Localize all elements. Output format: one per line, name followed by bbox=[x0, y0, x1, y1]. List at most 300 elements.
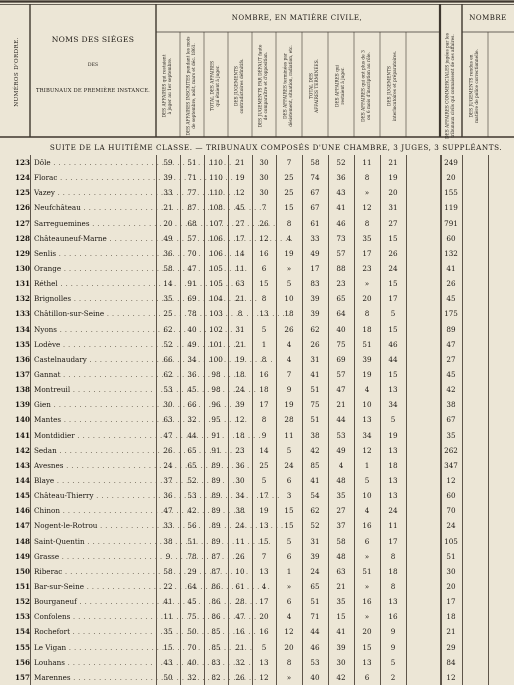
noms-des: DES bbox=[87, 63, 99, 68]
cell-value: 89 bbox=[211, 491, 221, 501]
cell-value: 49 bbox=[310, 248, 320, 258]
column-rule bbox=[462, 155, 463, 685]
cell-value: 69 bbox=[187, 294, 197, 304]
cell-value: 51 bbox=[362, 566, 372, 576]
cell-value: 15 bbox=[259, 279, 269, 289]
cell-value: 19 bbox=[284, 400, 294, 410]
cell-value: 8 bbox=[390, 551, 396, 561]
cell-value: 14 bbox=[259, 445, 269, 455]
cell-value: 21 bbox=[235, 642, 245, 652]
cell-value: 89 bbox=[211, 475, 221, 485]
cell-value: 100 bbox=[209, 354, 223, 364]
cell-value: 39 bbox=[163, 173, 173, 183]
cell-value: 11 bbox=[163, 612, 173, 622]
cell-value: 105 bbox=[209, 279, 223, 289]
siege-name: Réthel . . . bbox=[34, 276, 156, 291]
siege-name: Bar-sur-Seine . . . bbox=[34, 579, 156, 594]
cell-value: 347 bbox=[444, 460, 458, 470]
cell-value: 43 bbox=[336, 188, 346, 198]
cell-value: 12 bbox=[259, 672, 269, 682]
cell-value: 35 bbox=[362, 233, 372, 243]
cell-value: 8 bbox=[237, 309, 243, 319]
cell-value: 22 bbox=[163, 581, 173, 591]
cell-value: 39 bbox=[336, 642, 346, 652]
cell-value: 46 bbox=[336, 218, 346, 228]
cell-value: 17 bbox=[310, 263, 320, 273]
cell-value: 58 bbox=[163, 566, 173, 576]
cell-value: 68 bbox=[187, 218, 197, 228]
column-header-line: DES AFFAIRES qui bbox=[335, 65, 341, 107]
cell-value: 13 bbox=[259, 657, 269, 667]
cell-value: 32 bbox=[235, 657, 245, 667]
cell-value: 13 bbox=[388, 475, 398, 485]
cell-value: 52 bbox=[163, 339, 173, 349]
cell-value: 18 bbox=[388, 566, 398, 576]
siege-name: Châteauneuf-Marne . . . bbox=[34, 231, 156, 246]
cell-value: 61 bbox=[235, 581, 245, 591]
cell-value: » bbox=[286, 581, 292, 591]
cell-value: 24 bbox=[163, 460, 173, 470]
table-row bbox=[0, 473, 514, 488]
cell-value: 57 bbox=[336, 369, 346, 379]
cell-value: 13 bbox=[259, 309, 269, 319]
cell-value: 5 bbox=[286, 279, 292, 289]
cell-value: 64 bbox=[336, 309, 346, 319]
cell-value: 8 bbox=[261, 415, 267, 425]
cell-value: 89 bbox=[211, 506, 221, 516]
cell-value: 41 bbox=[310, 475, 320, 485]
cell-value: 21 bbox=[163, 203, 173, 213]
table-row bbox=[0, 488, 514, 503]
siege-name: Castelnaudary . . . bbox=[34, 352, 156, 367]
table-row bbox=[0, 155, 514, 170]
cell-value: 105 bbox=[444, 536, 458, 546]
cell-value: 62 bbox=[310, 506, 320, 516]
cell-value: 119 bbox=[444, 203, 458, 213]
table-row bbox=[0, 261, 514, 276]
cell-value: 12 bbox=[235, 415, 245, 425]
siege-name: Bourganeuf . . . bbox=[34, 594, 156, 609]
cell-value: 17 bbox=[446, 597, 456, 607]
cell-value: 26 bbox=[284, 324, 294, 334]
cell-value: 42 bbox=[187, 506, 197, 516]
row-number: 146 bbox=[14, 506, 30, 516]
cell-value: 1 bbox=[364, 460, 370, 470]
cell-value: 20 bbox=[362, 627, 372, 637]
row-number: 129 bbox=[14, 248, 30, 258]
cell-value: 54 bbox=[310, 491, 320, 501]
cell-value: 67 bbox=[310, 203, 320, 213]
cell-value: 40 bbox=[187, 324, 197, 334]
cell-value: 20 bbox=[259, 612, 269, 622]
column-rule bbox=[406, 155, 407, 685]
cell-value: 87 bbox=[211, 551, 221, 561]
cell-value: 31 bbox=[388, 203, 398, 213]
table-row bbox=[0, 564, 514, 579]
cell-value: 36 bbox=[163, 248, 173, 258]
cell-value: 36 bbox=[163, 491, 173, 501]
cell-value: 28 bbox=[284, 415, 294, 425]
cell-value: 36 bbox=[187, 369, 197, 379]
cell-value: 5 bbox=[364, 475, 370, 485]
cell-value: 16 bbox=[259, 369, 269, 379]
row-number: 127 bbox=[14, 218, 30, 228]
cell-value: 52 bbox=[336, 158, 346, 167]
cell-value: 6 bbox=[261, 263, 267, 273]
cell-value: 27 bbox=[235, 218, 245, 228]
cell-value: 73 bbox=[336, 233, 346, 243]
cell-value: 110 bbox=[209, 188, 223, 198]
row-number: 151 bbox=[14, 581, 30, 591]
siege-name: Confolens . . . bbox=[34, 609, 156, 624]
cell-value: 86 bbox=[211, 612, 221, 622]
cell-value: 37 bbox=[163, 475, 173, 485]
table-row bbox=[0, 397, 514, 412]
cell-value: 56 bbox=[187, 521, 197, 531]
cell-value: 18 bbox=[235, 369, 245, 379]
table-row bbox=[0, 246, 514, 261]
cell-value: 15 bbox=[284, 521, 294, 531]
row-number: 143 bbox=[14, 460, 30, 470]
siege-name: Saint-Quentin . . . bbox=[34, 534, 156, 549]
cell-value: 51 bbox=[310, 415, 320, 425]
row-number: 133 bbox=[14, 309, 30, 319]
row-number: 125 bbox=[14, 188, 30, 198]
siege-name: Dôle . . . bbox=[34, 155, 156, 170]
cell-value: 17 bbox=[259, 491, 269, 501]
cell-value: 51 bbox=[310, 385, 320, 395]
cell-value: 91 bbox=[211, 445, 221, 455]
row-number: 147 bbox=[14, 521, 30, 531]
cell-value: 63 bbox=[235, 279, 245, 289]
cell-value: 40 bbox=[336, 324, 346, 334]
cell-value: 8 bbox=[364, 173, 370, 183]
cell-value: 75 bbox=[336, 339, 346, 349]
cell-value: 51 bbox=[187, 158, 197, 167]
column-header-line: ou 6 mois d'inscription au rôle. bbox=[367, 52, 373, 120]
cell-value: 48 bbox=[336, 551, 346, 561]
cell-value: 249 bbox=[444, 158, 458, 167]
cell-value: 9 bbox=[390, 627, 396, 637]
cell-value: 32 bbox=[187, 415, 197, 425]
cell-value: 12 bbox=[362, 445, 372, 455]
cell-value: 42 bbox=[336, 672, 346, 682]
cell-value: 262 bbox=[444, 445, 458, 455]
siege-name: Sedan . . . bbox=[34, 443, 156, 458]
cell-value: 11 bbox=[362, 158, 372, 167]
siege-name: Brignolles . . . bbox=[34, 291, 156, 306]
column-rule bbox=[354, 155, 355, 685]
cell-value: 20 bbox=[388, 188, 398, 198]
cell-value: 15 bbox=[284, 203, 294, 213]
cell-value: 89 bbox=[211, 521, 221, 531]
cell-value: 33 bbox=[163, 521, 173, 531]
cell-value: 21 bbox=[336, 400, 346, 410]
table-row bbox=[0, 276, 514, 291]
cell-value: 62 bbox=[163, 324, 173, 334]
cell-value: 78 bbox=[187, 309, 197, 319]
cell-value: 13 bbox=[388, 385, 398, 395]
siege-name: Orange . . . bbox=[34, 261, 156, 276]
cell-value: 36 bbox=[235, 460, 245, 470]
cell-value: 19 bbox=[259, 506, 269, 516]
cell-value: 11 bbox=[235, 536, 245, 546]
table-row bbox=[0, 458, 514, 473]
cell-value: 57 bbox=[336, 248, 346, 258]
cell-value: 6 bbox=[286, 597, 292, 607]
column-header-line: tribunaux civils qui connaissent de ces affaires. bbox=[451, 34, 457, 138]
cell-value: 25 bbox=[284, 188, 294, 198]
cell-value: 78 bbox=[187, 551, 197, 561]
column-header-line: à juger au 1er septembre. bbox=[168, 57, 174, 115]
cell-value: 12 bbox=[235, 188, 245, 198]
row-number: 136 bbox=[14, 354, 30, 364]
cell-value: » bbox=[364, 551, 370, 561]
row-number: 148 bbox=[14, 536, 30, 546]
group-header-civile: NOMBRE, EN MATIÈRE CIVILE, bbox=[231, 14, 363, 22]
cell-value: 41 bbox=[336, 203, 346, 213]
cell-value: 21 bbox=[235, 158, 245, 167]
column-header-line: DES JUGEMENTS bbox=[234, 66, 240, 106]
cell-value: 23 bbox=[336, 279, 346, 289]
cell-value: 26 bbox=[235, 672, 245, 682]
row-number: 123 bbox=[14, 158, 30, 167]
cell-value: 35 bbox=[163, 627, 173, 637]
cell-value: 87 bbox=[211, 566, 221, 576]
table-row bbox=[0, 534, 514, 549]
column-rule bbox=[276, 155, 277, 685]
siege-name: Nyons . . . bbox=[34, 322, 156, 337]
cell-value: 25 bbox=[284, 173, 294, 183]
cell-value: 40 bbox=[310, 672, 320, 682]
siege-name: Montdidier . . . bbox=[34, 428, 156, 443]
table-row bbox=[0, 306, 514, 321]
row-number: 155 bbox=[14, 642, 30, 652]
group-header-right: NOMBRE bbox=[469, 14, 507, 22]
cell-value: 65 bbox=[187, 445, 197, 455]
cell-value: 45 bbox=[446, 294, 456, 304]
cell-value: 5 bbox=[390, 309, 396, 319]
siege-name: Lodève . . . bbox=[34, 337, 156, 352]
column-header-line: qui étaient à juger. bbox=[216, 65, 222, 107]
cell-value: 11 bbox=[388, 521, 398, 531]
cell-value: 44 bbox=[187, 430, 197, 440]
cell-value: 5 bbox=[286, 536, 292, 546]
cell-value: 51 bbox=[310, 597, 320, 607]
cell-value: 96 bbox=[211, 400, 221, 410]
cell-value: 16 bbox=[362, 597, 372, 607]
cell-value: 107 bbox=[209, 218, 223, 228]
column-rule bbox=[488, 155, 489, 685]
cell-value: 89 bbox=[446, 324, 456, 334]
cell-value: 29 bbox=[446, 642, 456, 652]
cell-value: 26 bbox=[259, 218, 269, 228]
cell-value: 4 bbox=[364, 506, 370, 516]
cell-value: 40 bbox=[187, 657, 197, 667]
cell-value: 14 bbox=[163, 279, 173, 289]
cell-value: 15 bbox=[388, 279, 398, 289]
cell-value: 102 bbox=[209, 324, 223, 334]
cell-value: 13 bbox=[388, 597, 398, 607]
cell-value: 85 bbox=[310, 460, 320, 470]
cell-value: 30 bbox=[163, 400, 173, 410]
cell-value: 67 bbox=[446, 415, 456, 425]
cell-value: 49 bbox=[336, 445, 346, 455]
cell-value: 4 bbox=[286, 354, 292, 364]
siege-name: Riberac . . . bbox=[34, 564, 156, 579]
column-header-line: désistement, situation, radiation, etc. bbox=[289, 45, 295, 127]
cell-value: 16 bbox=[259, 627, 269, 637]
siege-name: Vazey . . . bbox=[34, 185, 156, 200]
column-header-line: AFFAIRES TERMINÉES. bbox=[315, 59, 321, 113]
cell-value: 60 bbox=[446, 233, 456, 243]
table-row bbox=[0, 170, 514, 185]
cell-value: 89 bbox=[211, 460, 221, 470]
cell-value: 58 bbox=[310, 158, 320, 167]
table-row bbox=[0, 231, 514, 246]
cell-value: 20 bbox=[446, 581, 456, 591]
cell-value: 24 bbox=[310, 566, 320, 576]
column-header-line: DES JUGEMENTS bbox=[387, 66, 393, 106]
cell-value: 24 bbox=[235, 385, 245, 395]
cell-value: 50 bbox=[163, 672, 173, 682]
noms-subtitle: TRIBUNAUX DE PREMIÈRE INSTANCE. bbox=[35, 88, 151, 94]
cell-value: 51 bbox=[446, 551, 456, 561]
table-row bbox=[0, 412, 514, 427]
cell-value: 35 bbox=[336, 491, 346, 501]
cell-value: 64 bbox=[187, 581, 197, 591]
cell-value: 41 bbox=[446, 263, 456, 273]
column-rule bbox=[328, 155, 329, 685]
cell-value: 24 bbox=[388, 506, 398, 516]
cell-value: 38 bbox=[446, 400, 456, 410]
cell-value: 16 bbox=[235, 627, 245, 637]
cell-value: 12 bbox=[259, 233, 269, 243]
cell-value: 12 bbox=[446, 672, 456, 682]
cell-value: 7 bbox=[261, 551, 267, 561]
table-row bbox=[0, 216, 514, 231]
cell-value: 4 bbox=[286, 233, 292, 243]
column-rule bbox=[440, 155, 442, 685]
cell-value: 12 bbox=[284, 627, 294, 637]
cell-value: 6 bbox=[286, 475, 292, 485]
siege-name: Montreuil . . . bbox=[34, 382, 156, 397]
cell-value: 2 bbox=[390, 672, 396, 682]
cell-value: 4 bbox=[286, 339, 292, 349]
row-number: 135 bbox=[14, 339, 30, 349]
siege-name: Gannat . . . bbox=[34, 367, 156, 382]
cell-value: 87 bbox=[187, 203, 197, 213]
column-header-line: restaient à juger. bbox=[341, 67, 347, 105]
cell-value: 104 bbox=[209, 294, 223, 304]
table-row bbox=[0, 594, 514, 609]
siege-name: Blaye . . . bbox=[34, 473, 156, 488]
siege-name: Gien . . . bbox=[34, 397, 156, 412]
cell-value: 52 bbox=[187, 475, 197, 485]
cell-value: 12 bbox=[446, 475, 456, 485]
table-row bbox=[0, 382, 514, 397]
cell-value: 17 bbox=[259, 597, 269, 607]
cell-value: 35 bbox=[163, 294, 173, 304]
cell-value: » bbox=[364, 612, 370, 622]
column-header-line: TOTAL DES bbox=[309, 73, 315, 99]
cell-value: 31 bbox=[310, 536, 320, 546]
cell-value: 21 bbox=[388, 158, 398, 167]
table-row bbox=[0, 322, 514, 337]
siege-name: Sarreguemines . . . bbox=[34, 216, 156, 231]
cell-value: 77 bbox=[187, 188, 197, 198]
cell-value: 31 bbox=[310, 354, 320, 364]
cell-value: 23 bbox=[235, 445, 245, 455]
table-row bbox=[0, 624, 514, 639]
cell-value: 62 bbox=[310, 324, 320, 334]
cell-value: 5 bbox=[390, 657, 396, 667]
column-rule bbox=[204, 155, 205, 685]
column-header-line: DES AFFAIRES terminées par bbox=[283, 53, 289, 119]
cell-value: 26 bbox=[446, 279, 456, 289]
row-number: 128 bbox=[14, 233, 30, 243]
cell-value: 32 bbox=[187, 672, 197, 682]
cell-value: 18 bbox=[388, 460, 398, 470]
cell-value: 18 bbox=[362, 324, 372, 334]
cell-value: 15 bbox=[163, 642, 173, 652]
cell-value: 86 bbox=[211, 581, 221, 591]
table-row bbox=[0, 185, 514, 200]
table-row bbox=[0, 609, 514, 624]
cell-value: 65 bbox=[187, 460, 197, 470]
cell-value: 39 bbox=[310, 294, 320, 304]
table-row bbox=[0, 428, 514, 443]
cell-value: 70 bbox=[187, 248, 197, 258]
table-row bbox=[0, 200, 514, 215]
cell-value: 26 bbox=[310, 339, 320, 349]
column-header-line: DES AFFAIRES INSCRITES pendant les mois bbox=[186, 36, 192, 136]
cell-value: 19 bbox=[388, 173, 398, 183]
cell-value: 9 bbox=[390, 642, 396, 652]
row-number: 137 bbox=[14, 369, 30, 379]
cell-value: 83 bbox=[211, 657, 221, 667]
cell-value: 52 bbox=[310, 521, 320, 531]
cell-value: 44 bbox=[336, 415, 346, 425]
cell-value: 15 bbox=[388, 324, 398, 334]
cell-value: 5 bbox=[286, 445, 292, 455]
cell-value: 105 bbox=[209, 263, 223, 273]
cell-value: 47 bbox=[163, 430, 173, 440]
siege-name: Marennes . . . bbox=[34, 670, 156, 685]
cell-value: 24 bbox=[284, 460, 294, 470]
cell-value: 41 bbox=[310, 369, 320, 379]
cell-value: 45 bbox=[235, 203, 245, 213]
cell-value: 1 bbox=[261, 339, 267, 349]
cell-value: 26 bbox=[235, 551, 245, 561]
cell-value: 20 bbox=[163, 218, 173, 228]
cell-value: 61 bbox=[310, 218, 320, 228]
cell-value: 18 bbox=[259, 385, 269, 395]
cell-value: 34 bbox=[388, 400, 398, 410]
cell-value: » bbox=[286, 672, 292, 682]
row-number: 126 bbox=[14, 203, 30, 213]
cell-value: 66 bbox=[187, 400, 197, 410]
cell-value: 10 bbox=[362, 400, 372, 410]
cell-value: 15 bbox=[388, 369, 398, 379]
table-header bbox=[0, 0, 514, 140]
table-row bbox=[0, 352, 514, 367]
cell-value: 47 bbox=[163, 506, 173, 516]
cell-value: 30 bbox=[446, 566, 456, 576]
cell-value: 30 bbox=[259, 158, 269, 167]
table-row bbox=[0, 367, 514, 382]
cell-value: » bbox=[286, 263, 292, 273]
